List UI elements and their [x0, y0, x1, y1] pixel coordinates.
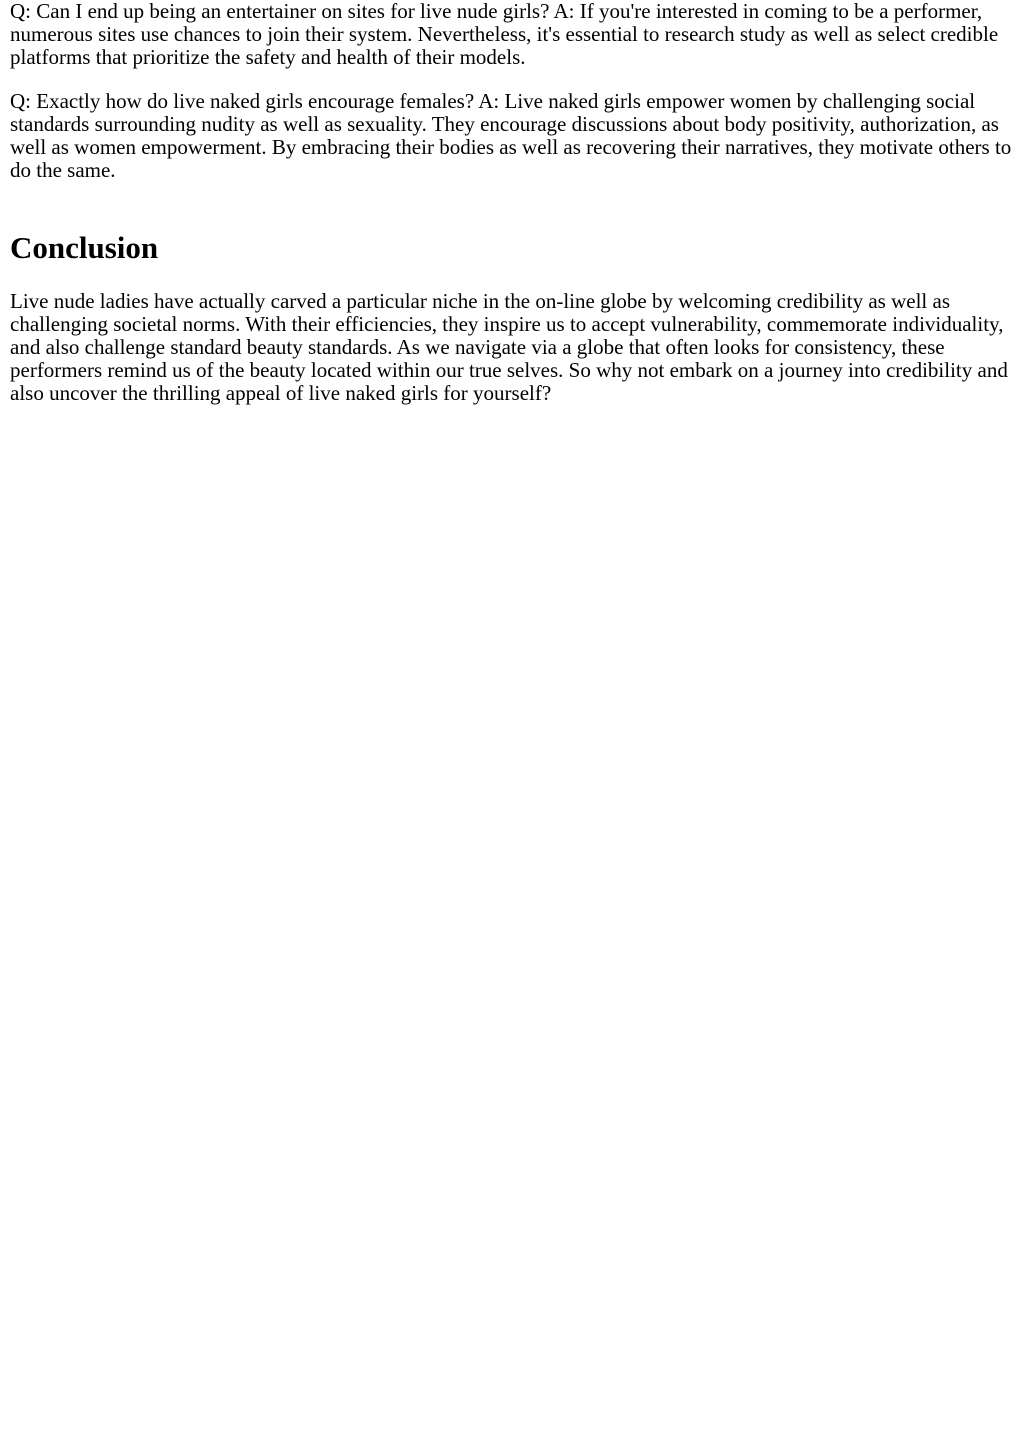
faq-paragraph-1: Q: Can I end up being an entertainer on sites for live nude girls? A: If you're interested in coming to be a performer, numerous sites use chances to join their system. Nevertheless, it's essential to research study as well as select credible platforms that prioritize the safety and health of their models.: [10, 0, 999, 69]
article-body: [0, 0, 1024, 405]
conclusion-heading: Conclusion: [10, 230, 159, 265]
faq-paragraph-2: Q: Exactly how do live naked girls encourage females? A: Live naked girls empower women by challenging social standards surrounding nudity as well as sexuality. They encourage discussions about body positivity, authorization, as well as women empowerment. By embracing their bodies as well as recovering their narratives, they motivate others to do the same.: [10, 89, 1012, 182]
conclusion-paragraph: Live nude ladies have actually carved a particular niche in the on-line globe by welcoming credibility as well as challenging societal norms. With their efficiencies, they inspire us to accept vulnerability, commemorate individuality, and also challenge standard beauty standards. As we navigate via a globe that often looks for consistency, these performers remind us of the beauty located within our true selves. So why not embark on a journey into credibility and also uncover the thrilling appeal of live naked girls for yourself?: [10, 289, 1008, 405]
